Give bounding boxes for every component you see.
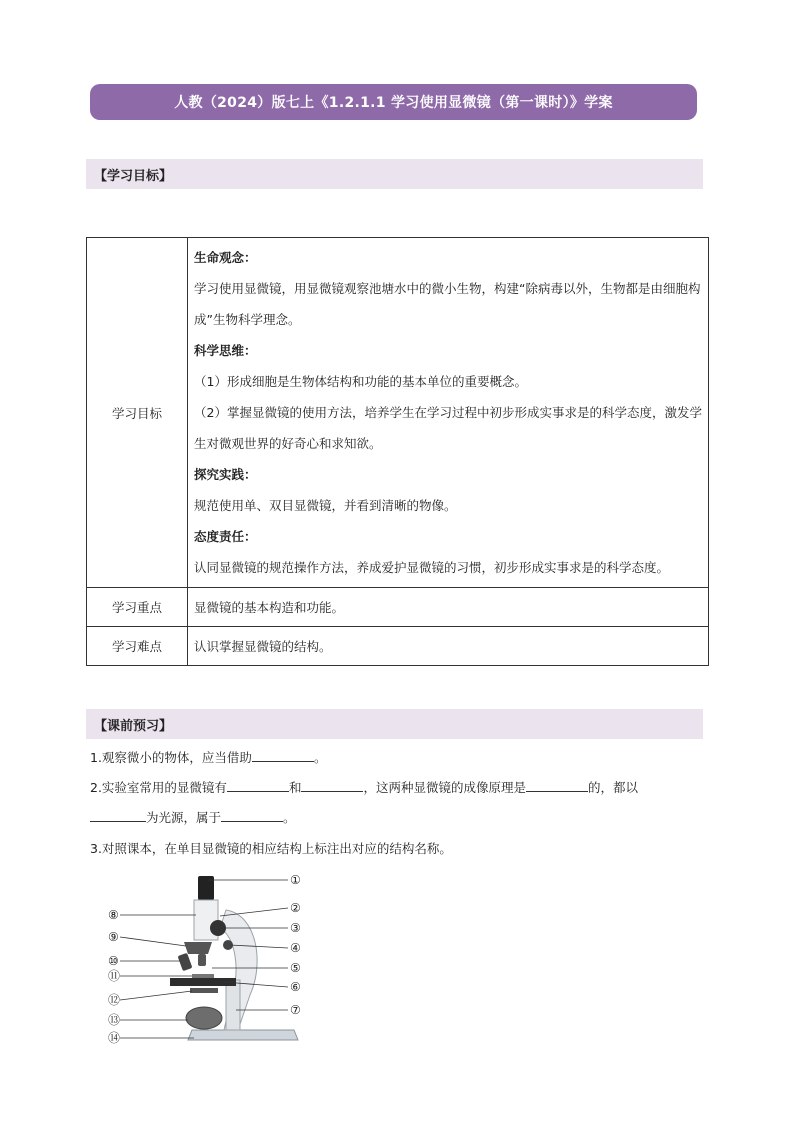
label-14: ⑭ bbox=[108, 1031, 121, 1045]
section-goals-heading: 【学习目标】 bbox=[86, 159, 703, 189]
answer-blank[interactable] bbox=[301, 777, 363, 792]
goals-table bbox=[86, 237, 709, 666]
practice-text: 规范使用单、双目显微镜，并看到清晰的物像。 bbox=[194, 498, 457, 513]
label-10: ⑩ bbox=[108, 954, 119, 968]
question-2-line-2 bbox=[90, 807, 296, 828]
question-3: 3.对照课本，在单目显微镜的相应结构上标注出对应的结构名称。 bbox=[90, 841, 452, 856]
label-6: ⑥ bbox=[290, 980, 301, 994]
section-preview-heading: 【课前预习】 bbox=[86, 709, 703, 739]
difficulty-label: 学习难点 bbox=[87, 627, 188, 666]
attitude-heading: 态度责任： bbox=[194, 529, 257, 544]
label-8: ⑧ bbox=[108, 908, 119, 922]
label-12: ⑫ bbox=[108, 993, 121, 1007]
label-9: ⑨ bbox=[108, 930, 119, 944]
label-3: ③ bbox=[290, 921, 301, 935]
thinking-item-1: （1）形成细胞是生物体结构和功能的基本单位的重要概念。 bbox=[194, 374, 527, 389]
question-1-text: 1.观察微小的物体，应当借助 bbox=[90, 750, 252, 765]
question-2 bbox=[90, 777, 710, 798]
label-1: ① bbox=[290, 873, 301, 887]
thinking-heading: 科学思维： bbox=[194, 343, 257, 358]
question-1-end: 。 bbox=[313, 750, 327, 765]
microscope-illustration bbox=[108, 870, 308, 1050]
attitude-text: 认同显微镜的规范操作方法，养成爱护显微镜的习惯，初步形成实事求是的科学态度。 bbox=[194, 560, 670, 575]
answer-blank[interactable] bbox=[227, 777, 289, 792]
answer-blank[interactable] bbox=[90, 807, 146, 822]
question-2-both: 的，都以 bbox=[587, 780, 638, 795]
goals-label: 学习目标 bbox=[87, 238, 188, 588]
question-2-principle: ，这两种显微镜的成像原理是 bbox=[363, 780, 526, 795]
life-view-text: 学习使用显微镜，用显微镜观察池塘水中的微小生物，构建“除病毒以外，生物都是由细胞构成”生物科学理念。 bbox=[194, 281, 701, 327]
answer-blank[interactable] bbox=[221, 807, 283, 822]
key-point-label: 学习重点 bbox=[87, 588, 188, 627]
question-2-light: 为光源，属于 bbox=[146, 810, 222, 825]
label-13: ⑬ bbox=[108, 1013, 121, 1027]
label-5: ⑤ bbox=[290, 961, 301, 975]
practice-heading: 探究实践： bbox=[194, 467, 257, 482]
thinking-item-2: （2）掌握显微镜的使用方法，培养学生在学习过程中初步形成实事求是的科学态度，激发学生对微观世界的好奇心和求知欲。 bbox=[194, 405, 702, 451]
question-2-text: 2.实验室常用的显微镜有 bbox=[90, 780, 227, 795]
question-1 bbox=[90, 747, 326, 768]
label-2: ② bbox=[290, 901, 301, 915]
key-point-text: 显微镜的基本构造和功能。 bbox=[188, 588, 709, 627]
difficulty-text: 认识掌握显微镜的结构。 bbox=[188, 627, 709, 666]
answer-blank[interactable] bbox=[252, 747, 314, 762]
label-4: ④ bbox=[290, 941, 301, 955]
label-11: ⑪ bbox=[108, 969, 121, 983]
goals-content bbox=[188, 238, 709, 588]
question-2-end: 。 bbox=[283, 810, 296, 825]
label-7: ⑦ bbox=[290, 1003, 301, 1017]
page-title: 人教（2024）版七上《1.2.1.1 学习使用显微镜（第一课时）》学案 bbox=[90, 84, 697, 120]
microscope-figure bbox=[108, 870, 308, 1050]
question-2-and: 和 bbox=[288, 780, 302, 795]
answer-blank[interactable] bbox=[526, 777, 588, 792]
life-view-heading: 生命观念： bbox=[194, 250, 257, 265]
